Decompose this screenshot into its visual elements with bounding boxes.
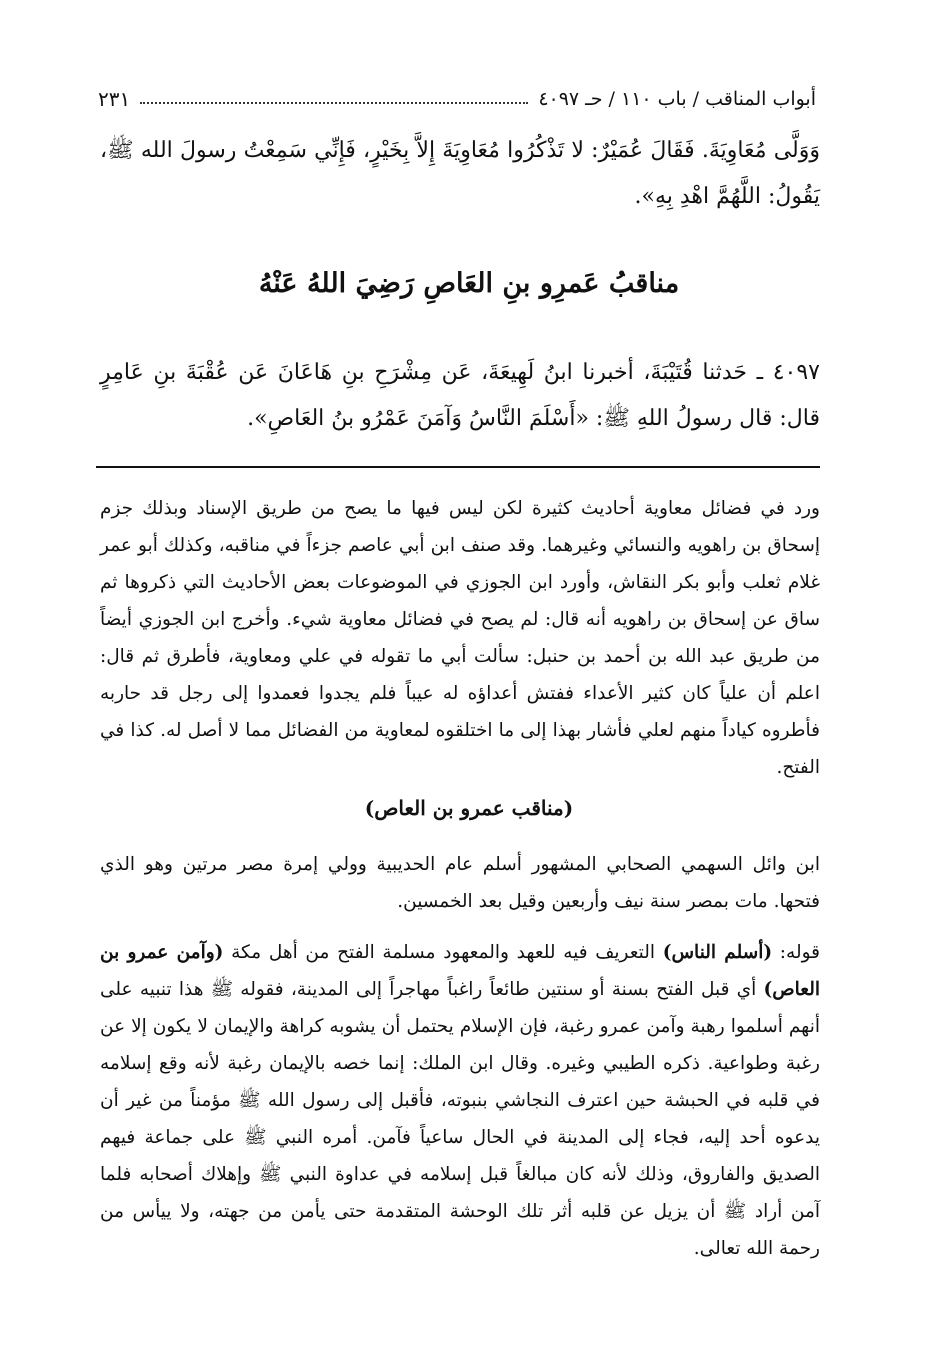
section-heading: مناقبُ عَمرِو بنِ العَاصِ رَضِيَ اللهُ عَنْهُ	[258, 268, 680, 299]
running-title: أبواب المناقب / باب ١١٠ / حـ ٤٠٩٧	[538, 88, 816, 110]
explanation-rest: أي قبل الفتح بسنة أو سنتين طائعاً راغباً مهاجراً إلى المدينة، فقوله ﷺ هذا تنبيه على أنهم أسلموا رهبة وآمن عمرو رغبة، فإن الإسلام يحتمل أن يشوبه كراهة والإيمان لا يكون إلا عن رغبة وطواعية. ذكره الطيبي وغيره. وقال ابن الملك: إنما خصه بالإيمان رغبة لأنه وقع إسلامه في قلبه في الحبشة حين اعترف النجاشي بنبوته، فأقبل إلى رسول الله ﷺ مؤمناً من غير أن يدعوه أحد إليه، فجاء إلى المدينة في الحال ساعياً فآمن. أمره النبي ﷺ على جماعة فيهم الصديق والفاروق، وذلك لأنه كان مبالغاً قبل إسلامه في عداوة النبي ﷺ وإهلاك أصحابه فلما آمن أراد ﷺ أن يزيل عن قلبه أثر تلك الوحشة المتقدمة حتى يأمن من جهته، ولا ييأس من رحمة الله تعالى.	[100, 979, 820, 1259]
commentary-amr-bio: ابن وائل السهمي الصحابي المشهور أسلم عام الحديبية وولي إمرة مصر مرتين وهو الذي فتحها. مات بمصر سنة نيف وأربعين وقيل بعد الخمسين.	[100, 854, 820, 912]
explanation-prefix: قوله:	[772, 942, 820, 963]
page-header	[98, 82, 816, 116]
quoted-phrase-1: (أسلم الناس)	[662, 942, 773, 963]
footnote-separator	[96, 466, 820, 468]
commentary-sub-heading: (مناقب عمرو بن العاص)	[364, 796, 574, 820]
quoted-phrase-2: (وآمن عمرو بن العاص)	[100, 942, 820, 1000]
hadith-continuation: وَوَلَّى مُعَاوِيَةَ. فَقَالَ عُمَيْرٌ: لا تَذْكُرُوا مُعَاوِيَةَ إِلاَّ بِخَيْرٍ، فَإِنِّي سَمِعْتُ رسولَ الله ﷺ، يَقُولُ: اللَّهُمَّ اهْدِ بِهِ».	[100, 138, 820, 209]
page-number: ٢٣١	[98, 87, 131, 111]
header-dot-leader	[140, 102, 528, 104]
explanation-mid: التعريف فيه للعهد والمعهود مسلمة الفتح من أهل مكة	[223, 942, 663, 963]
hadith-4097: ٤٠٩٧ ـ حَدثنا قُتَيْبَةَ، أخبرنا ابنُ لَهِيعَةَ، عَن مِشْرَحِ بنِ هَاعَانَ عَن عُقْبَةَ بنِ عَامِرٍ قال: قال رسولُ اللهِ ﷺ: «أَسْلَمَ النَّاسُ وَآمَنَ عَمْرُو بنُ العَاصِ».	[100, 360, 820, 431]
commentary-muawiya: ورد في فضائل معاوية أحاديث كثيرة لكن ليس فيها ما يصح من طريق الإسناد وبذلك جزم إسحاق بن راهويه والنسائي وغيرهما. وقد صنف ابن أبي عاصم جزءاً في مناقبه، وكذلك أبو عمر غلام ثعلب وأبو بكر النقاش، وأورد ابن الجوزي في الموضوعات بعض الأحاديث التي ذكروها ثم ساق عن إسحاق بن راهويه أنه قال: لم يصح في فضائل معاوية شيء. وأخرج ابن الجوزي أيضاً من طريق عبد الله بن أحمد بن حنبل: سألت أبي ما تقوله في علي ومعاوية، فأطرق ثم قال: اعلم أن علياً كان كثير الأعداء ففتش أعداؤه له عيباً فلم يجدوا فعمدوا إلى رجل قد حاربه فأطروه كياداً منهم لعلي فأشار بهذا إلى ما اختلقوه لمعاوية من الفضائل مما لا أصل له. كذا في الفتح.	[100, 498, 820, 778]
commentary-explanation	[100, 934, 820, 1267]
